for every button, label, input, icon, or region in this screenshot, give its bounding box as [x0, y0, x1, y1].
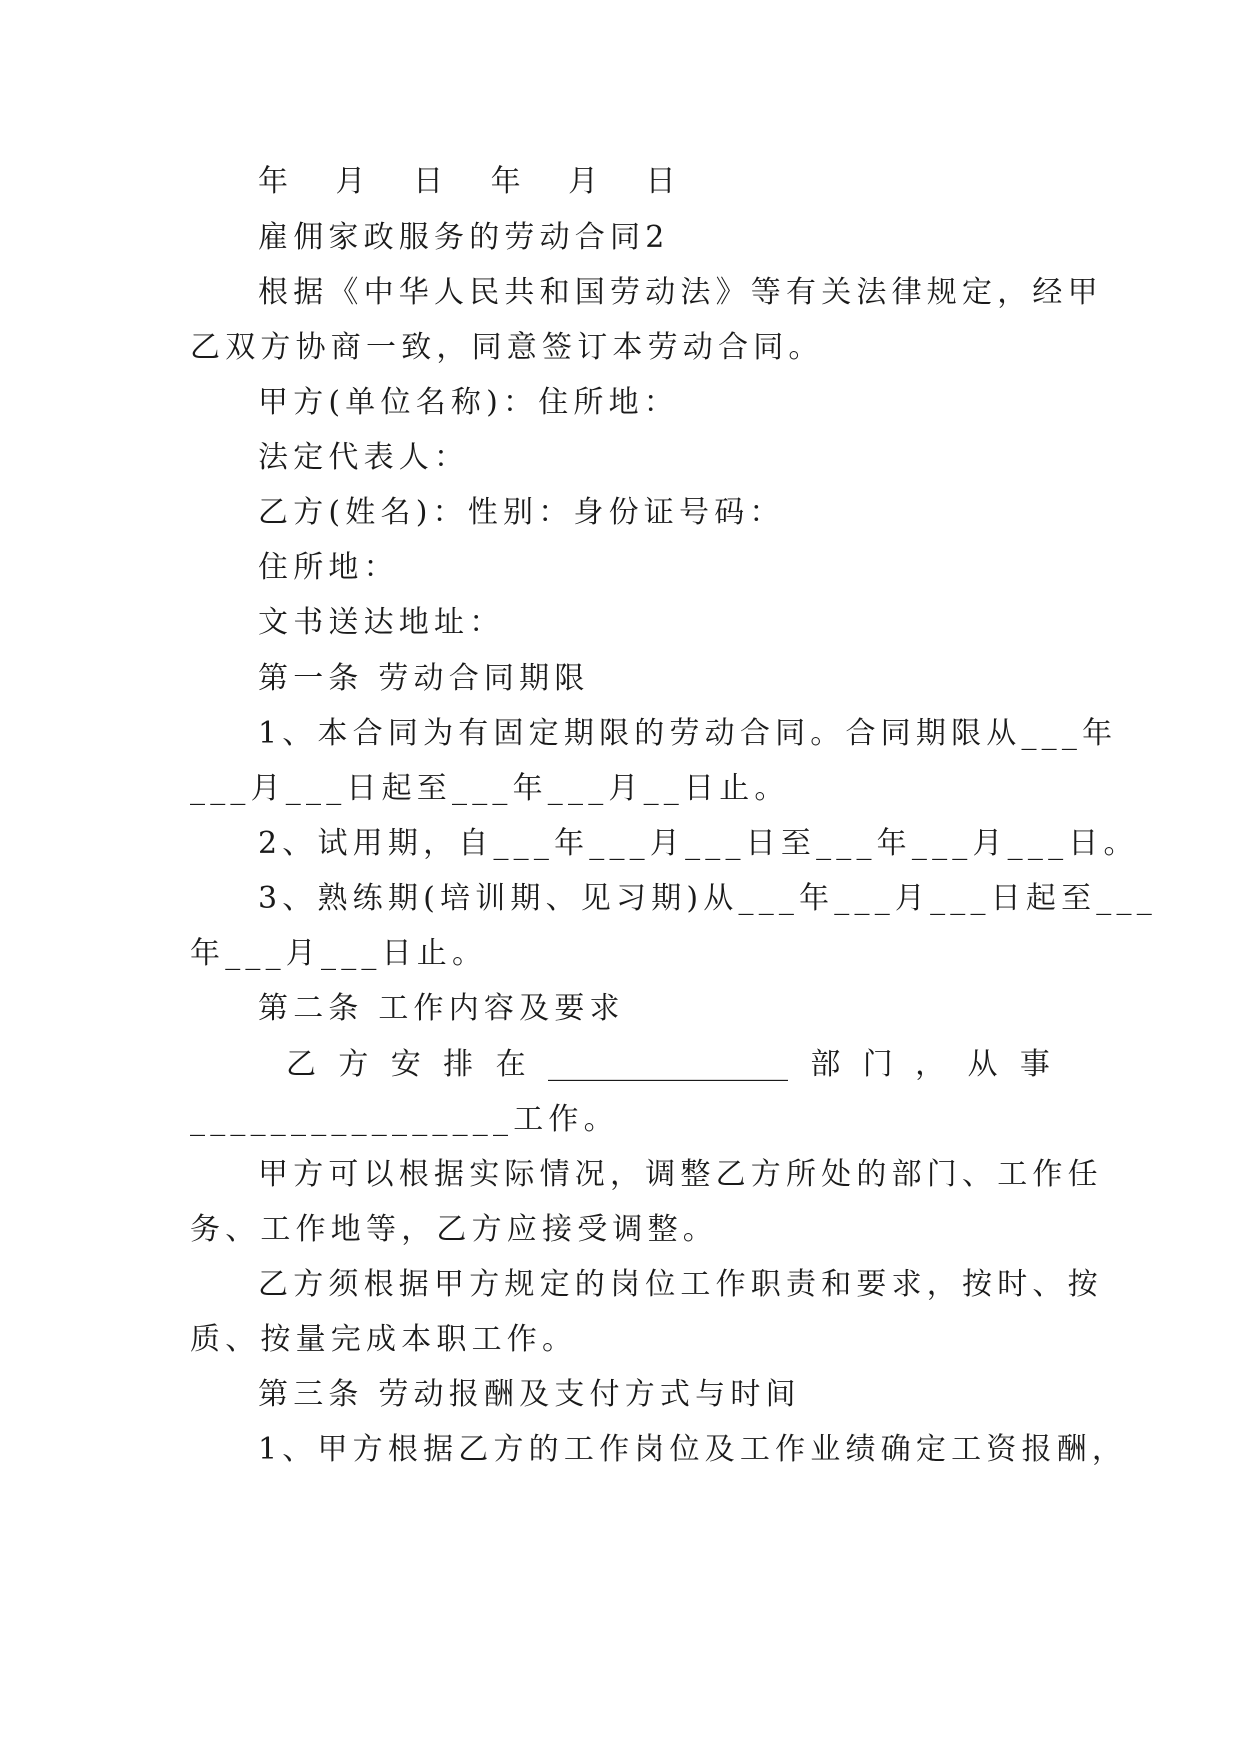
- department-blank: ________________: [547, 1047, 788, 1082]
- article-2-adjustment: 甲方可以根据实际情况，调整乙方所处的部门、工作任: [258, 1157, 1103, 1192]
- article-1-item-3: 3、熟练期(培训期、见习期)从___年___月___日起至___: [258, 881, 1157, 916]
- party-b-info: 乙方(姓名)：性别：身份证号码：: [258, 495, 785, 530]
- date-line: 年 月 日 年 月 日: [258, 164, 695, 199]
- contract-title: 雇佣家政服务的劳动合同2: [258, 220, 670, 255]
- preamble-line-2: 乙双方协商一致，同意签订本劳动合同。: [190, 330, 824, 365]
- article-1-item-3-cont: 年___月___日止。: [190, 936, 488, 971]
- article-2-assignment-line: [286, 1045, 1050, 1085]
- spread-char: 部: [810, 1047, 841, 1082]
- spread-char: 排: [443, 1047, 474, 1082]
- article-2-duties-cont: 质、按量完成本职工作。: [190, 1322, 578, 1357]
- article-3-item-1: 1、甲方根据乙方的工作岗位及工作业绩确定工资报酬，: [258, 1432, 1128, 1467]
- spread-char: 在: [495, 1047, 526, 1082]
- service-address: 文书送达地址：: [258, 605, 505, 640]
- article-3-heading: 第三条 劳动报酬及支付方式与时间: [258, 1377, 801, 1412]
- party-b-address: 住所地：: [258, 550, 399, 585]
- party-a-name: 甲方(单位名称)：住所地：: [258, 385, 680, 420]
- article-1-item-1-cont: ___月___日起至___年___月__日止。: [190, 771, 790, 806]
- spread-char: 乙: [286, 1047, 316, 1082]
- preamble-line-1: 根据《中华人民共和国劳动法》等有关法律规定，经甲: [258, 275, 1103, 310]
- article-2-assignment-cont: ________________工作。: [190, 1102, 619, 1137]
- spread-char: 事: [1019, 1047, 1050, 1082]
- article-1-item-2: 2、试用期，自___年___月___日至___年___月___日。: [258, 826, 1139, 861]
- article-2-adjustment-cont: 务、工作地等，乙方应接受调整。: [190, 1212, 718, 1247]
- spread-char: 从: [967, 1047, 998, 1082]
- spread-char: 安: [390, 1047, 421, 1082]
- article-2-duties: 乙方须根据甲方规定的岗位工作职责和要求，按时、按: [258, 1267, 1103, 1302]
- spread-char: 方: [338, 1047, 369, 1082]
- article-1-item-1: 1、本合同为有固定期限的劳动合同。合同期限从___年: [258, 716, 1118, 751]
- spread-char: ，: [915, 1047, 946, 1082]
- article-2-heading: 第二条 工作内容及要求: [258, 991, 625, 1026]
- article-1-heading: 第一条 劳动合同期限: [258, 661, 590, 696]
- spread-char: 门: [862, 1047, 893, 1082]
- legal-representative: 法定代表人：: [258, 440, 470, 475]
